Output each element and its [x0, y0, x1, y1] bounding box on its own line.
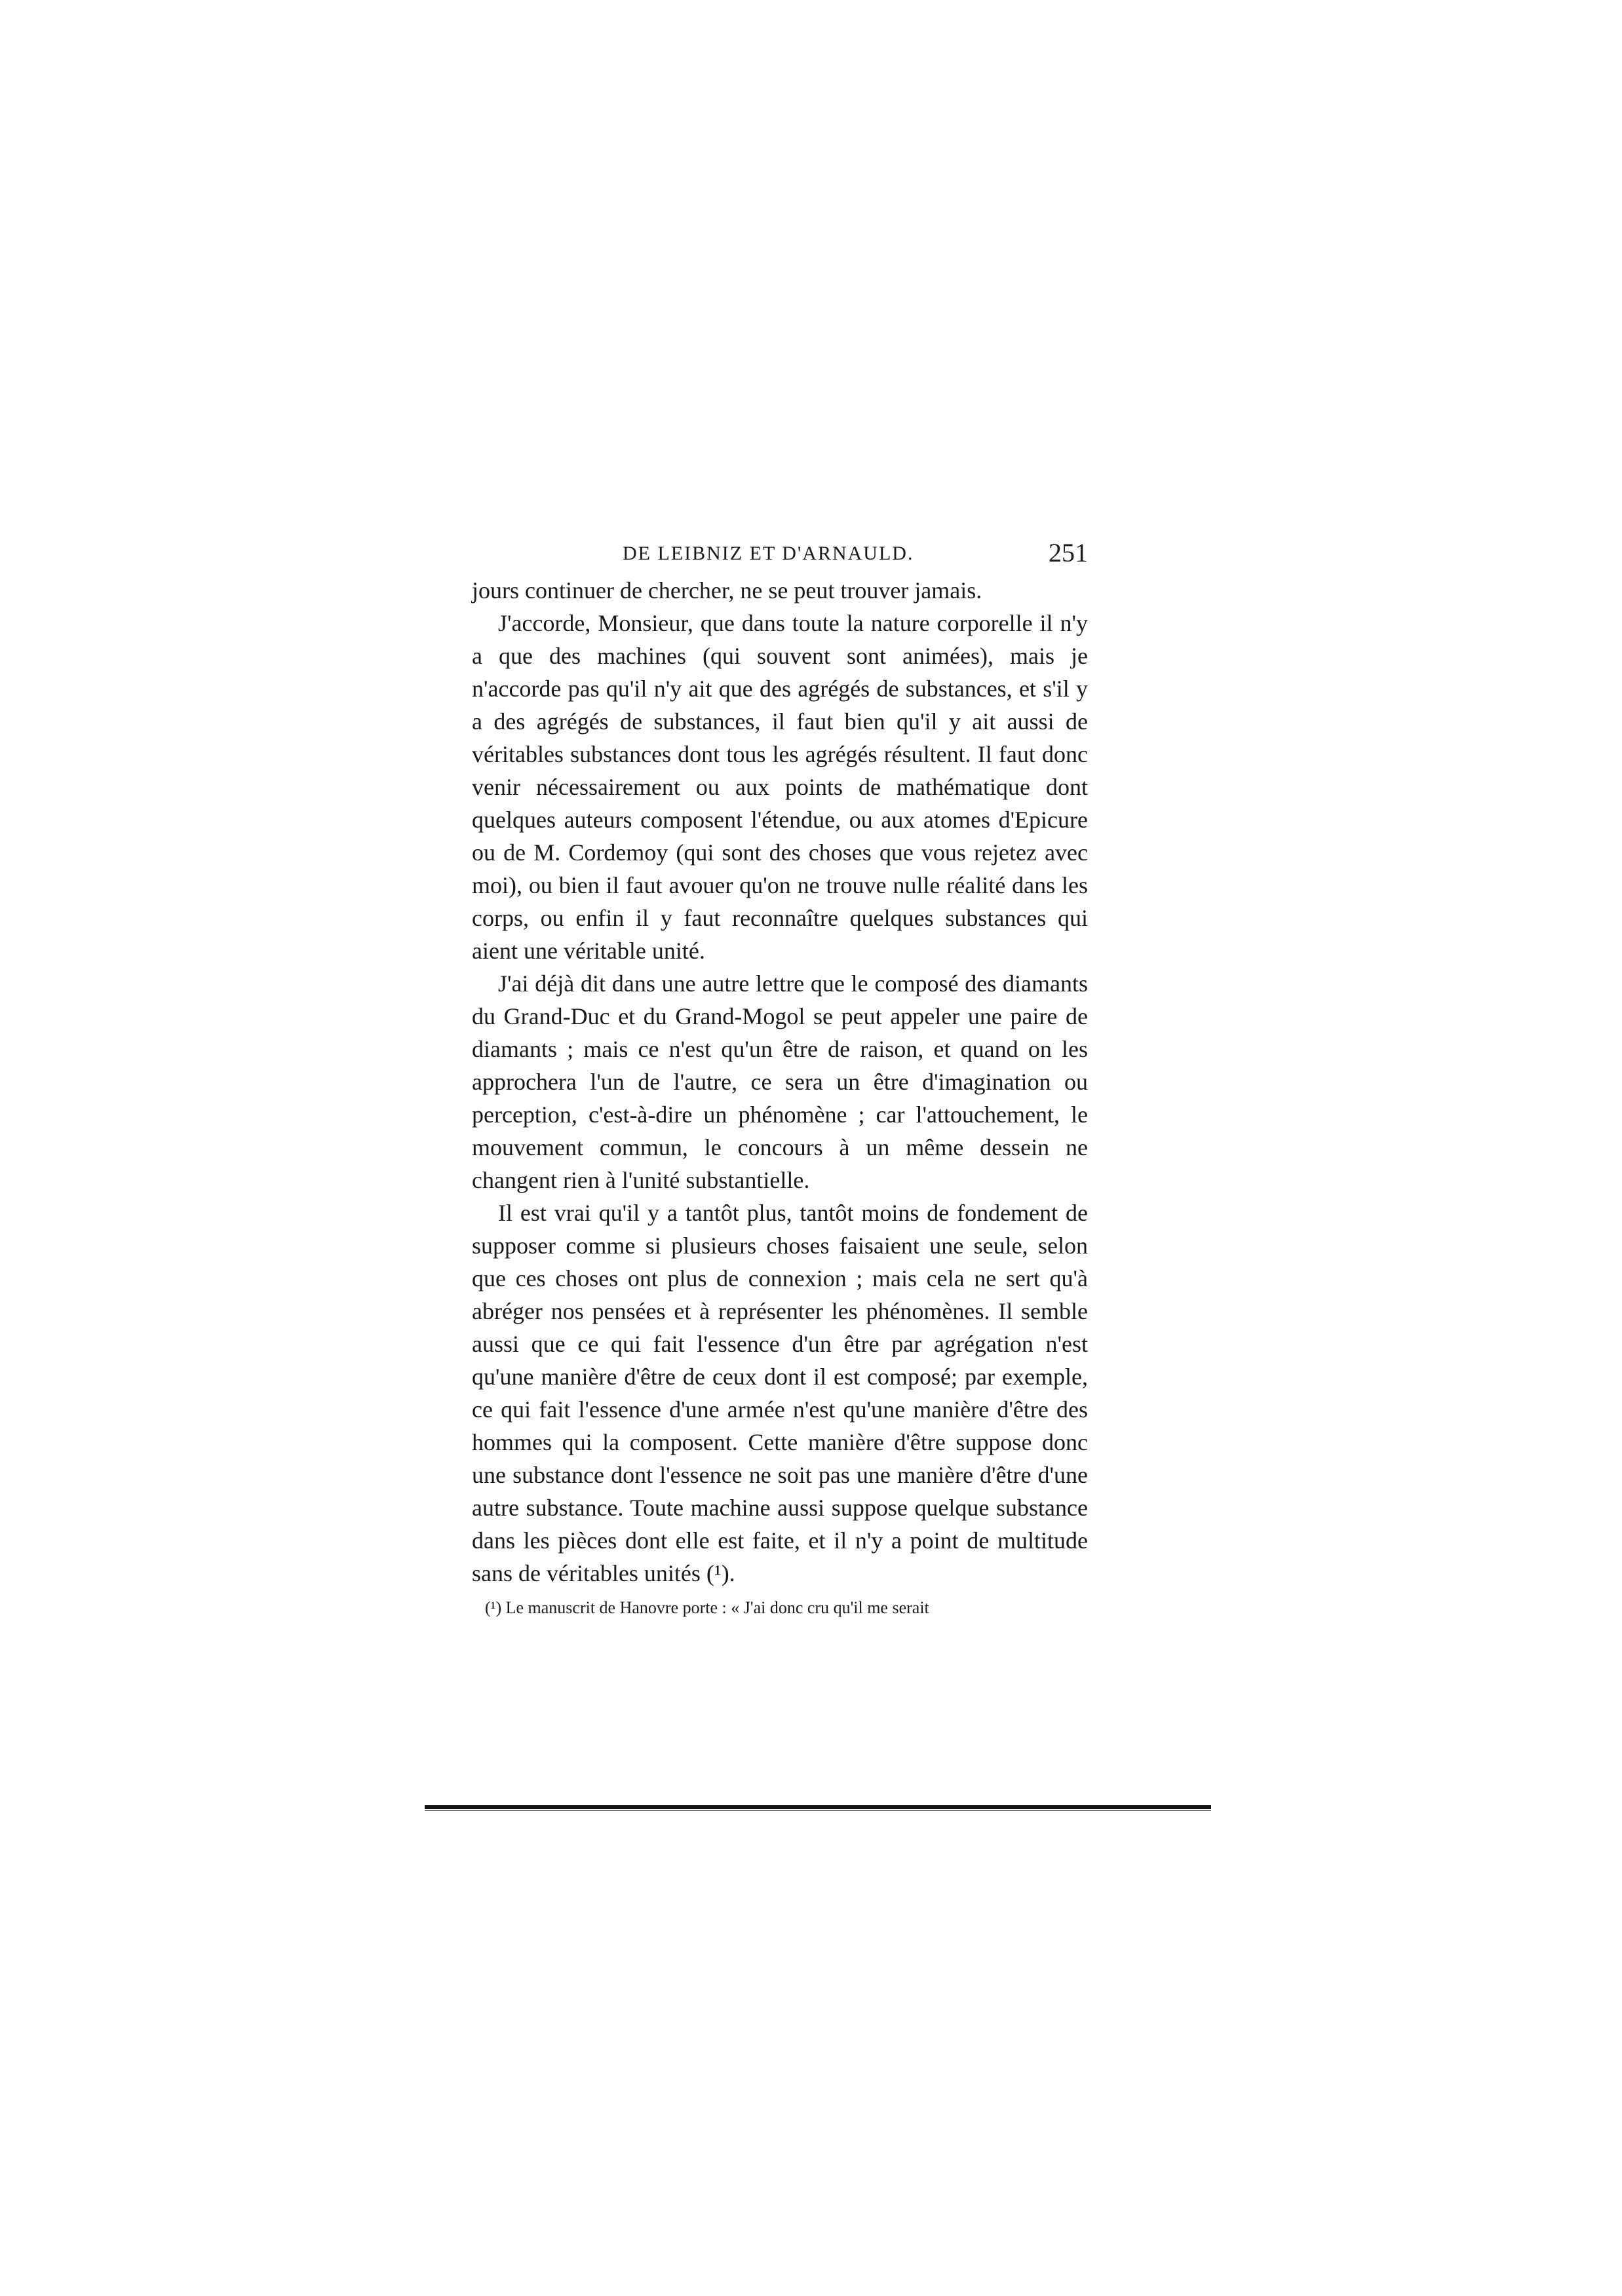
page-number: 251 — [1049, 538, 1088, 567]
running-head — [472, 537, 1088, 567]
paragraph: Il est vrai qu'il y a tantôt plus, tantôt moins de fondement de supposer comme si plusieurs choses faisaient une seule, selon que ces choses ont plus de connexion ; mais cela ne sert qu'à abréger nos pensées et à représenter les phénomènes. Il semble aussi que ce qui fait l'essence d'un être par agrégation n'est qu'une manière d'être de ceux dont il est composé; par exemple, ce qui fait l'essence d'une armée n'est qu'une manière d'être des hommes qui la composent. Cette manière d'être suppose donc une substance dont l'essence ne soit pas une manière d'être d'une autre substance. Toute machine aussi suppose quelque substance dans les pièces dont elle est faite, et il n'y a point de multitude sans de véritables unités (¹). — [472, 1200, 1088, 1586]
paragraph-continuation: jours continuer de chercher, ne se peut trouver jamais. — [472, 577, 982, 603]
paragraph: J'accorde, Monsieur, que dans toute la nature corporelle il n'y a que des machines (qui souvent sont animées), mais je n'accorde pas qu'il n'y ait que des agrégés de substances, et s'il y a des agrégés de substances, il faut bien qu'il y ait aussi de véritables substances dont tous les agrégés résultent. Il faut donc venir nécessairement ou aux points de mathématique dont quelques auteurs composent l'étendue, ou aux atomes d'Epicure ou de M. Cordemoy (qui sont des choses que vous rejetez avec moi), ou bien il faut avouer qu'on ne trouve nulle réalité dans les corps, ou enfin il y faut reconnaître quelques substances qui aient une véritable unité. — [472, 610, 1088, 964]
book-page — [472, 537, 1088, 1620]
running-title: DE LEIBNIZ ET D'ARNAULD. — [623, 543, 914, 564]
page-bottom-rule — [425, 1805, 1211, 1809]
footnote: (¹) Le manuscrit de Hanovre porte : « J'ai donc cru qu'il me serait — [485, 1598, 929, 1617]
paragraph: J'ai déjà dit dans une autre lettre que le composé des diamants du Grand-Duc et du Grand-Mogol se peut appeler une paire de diamants ; mais ce n'est qu'un être de raison, et quand on les approchera l'un de l'autre, ce sera un être d'imagination ou perception, c'est-à-dire un phénomène ; car l'attouchement, le mouvement commun, le concours à un même dessein ne changent rien à l'unité substantielle. — [472, 970, 1088, 1193]
body-text — [472, 574, 1088, 1590]
